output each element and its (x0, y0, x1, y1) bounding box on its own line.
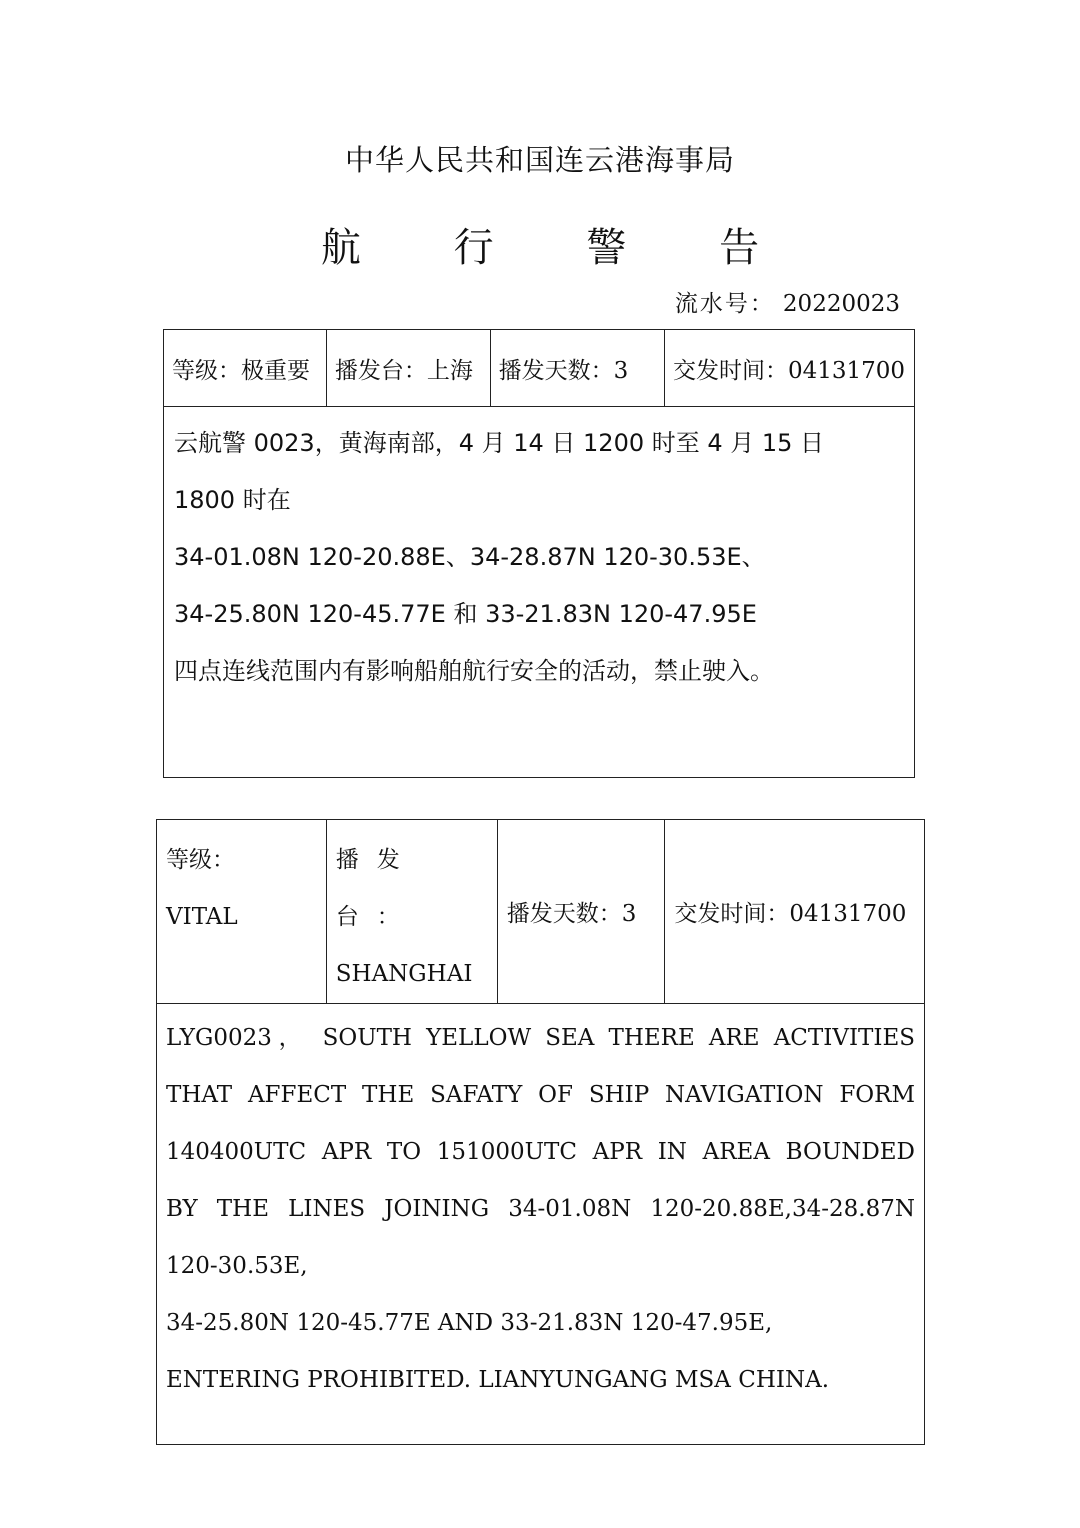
document-title: 航 行 警 告 (320, 225, 800, 271)
notice-line: 云航警 0023，黄海南部，4 月 14 日 1200 时至 4 月 15 日 (174, 429, 825, 457)
notice-line: 34-01.08N 120-20.88E、34-28.87N 120-30.53E、 (174, 543, 766, 571)
chinese-notice-body (164, 407, 915, 778)
issue-time-cell: 交发时间：04131700 (664, 330, 914, 407)
chinese-notice-table (163, 329, 915, 778)
notice-line: 1800 时在 (174, 486, 291, 514)
english-notice-body-row (157, 1004, 925, 1445)
broadcast-days-cell: 播发天数：3 (490, 330, 664, 407)
notice-line: 四点连线范围内有影响船舶航行安全的活动，禁止驶入。 (174, 657, 774, 685)
serial-value: 20220023 (782, 291, 900, 317)
chinese-notice-header-row (164, 330, 915, 407)
notice-line: 140400UTC APR TO 151000UTC APR IN AREA BOUNDED (166, 1139, 915, 1165)
station-cell: 播发台：上海 (326, 330, 490, 407)
grade-cell (157, 820, 327, 1004)
notice-line: BY THE LINES JOINING 34-01.08N 120-20.88E,34-28.87N (166, 1196, 915, 1222)
notice-line: THAT AFFECT THE SAFATY OF SHIP NAVIGATION FORM (166, 1082, 915, 1108)
notice-line: ENTERING PROHIBITED. LIANYUNGANG MSA CHINA. (166, 1367, 830, 1393)
serial-number (675, 285, 900, 318)
issue-time-cell: 交发时间：04131700 (665, 820, 925, 1004)
english-notice-header-row (157, 820, 925, 1004)
grade-value: VITAL (166, 904, 238, 930)
notice-line: 120-30.53E, (166, 1253, 308, 1279)
english-notice-table (156, 819, 925, 1445)
organization-title: 中华人民共和国连云港海事局 (344, 143, 735, 177)
broadcast-days-cell: 播发天数：3 (497, 820, 665, 1004)
notice-line: 34-25.80N 120-45.77E AND 33-21.83N 120-47.95E, (166, 1310, 773, 1336)
station-value: SHANGHAI (335, 961, 473, 987)
station-cell (326, 820, 497, 1004)
grade-cell: 等级：极重要 (164, 330, 327, 407)
english-notice-body (157, 1004, 925, 1445)
chinese-notice-body-row (164, 407, 915, 778)
notice-line: LYG0023， SOUTH YELLOW SEA THERE ARE ACTIVITIES (166, 1025, 915, 1051)
notice-line: 34-25.80N 120-45.77E 和 33-21.83N 120-47.95E (174, 600, 757, 628)
grade-label: 等级： (166, 847, 235, 873)
serial-label: 流水号： (674, 291, 775, 317)
station-label: 播发台： (335, 847, 418, 930)
